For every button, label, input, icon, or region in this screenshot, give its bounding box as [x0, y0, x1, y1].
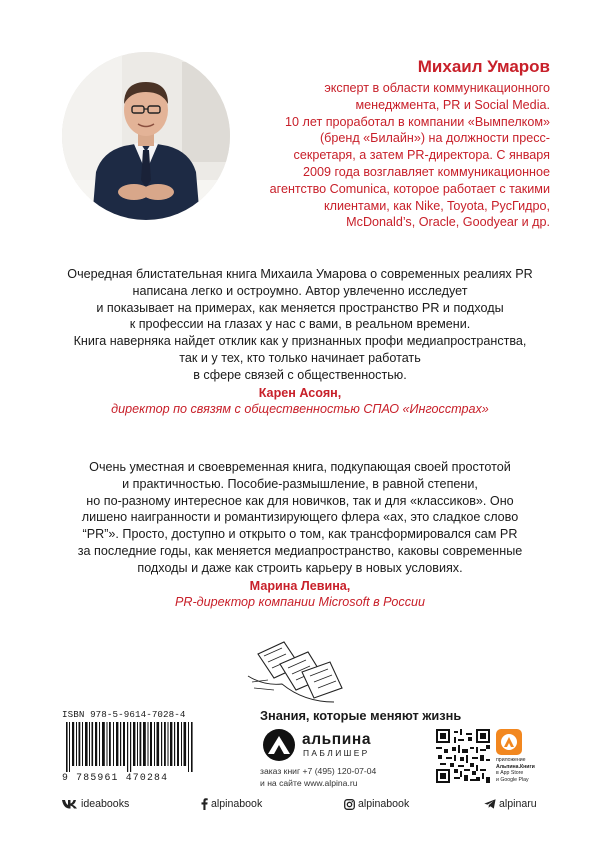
telegram-icon	[484, 799, 496, 809]
app-icon	[496, 729, 522, 755]
qr-code	[436, 729, 490, 783]
author-photo	[62, 52, 230, 220]
social-label: alpinabook	[358, 798, 410, 810]
app-line: и Google Play	[496, 776, 529, 783]
publisher-logo-icon	[262, 728, 296, 762]
social-facebook[interactable]	[201, 798, 262, 810]
reviewer-role: директор по связям с общественностью СПАО «Ингосстрах»	[111, 402, 489, 417]
social-label: alpinaru	[499, 798, 537, 810]
app-info	[496, 757, 546, 783]
review-line: в сфере связей с общественностью.	[193, 367, 407, 382]
author-bio-line: эксперт в области коммуникационного	[324, 81, 550, 95]
slogan: Знания, которые меняют жизнь	[260, 708, 462, 723]
barcode	[62, 722, 202, 772]
isbn-text: ISBN 978-5-9614-7028-4	[62, 709, 186, 720]
social-label: alpinabook	[211, 798, 263, 810]
social-label: ideabooks	[81, 798, 130, 810]
order-phone: заказ книг +7 (495) 120-07-04	[260, 766, 377, 776]
review-line: написана легко и остроумно. Автор увлеченно исследует	[132, 283, 468, 298]
author-bio-line: клиентами, как Nike, Toyota, РусГидро,	[323, 198, 550, 213]
reviewer-name: Карен Асоян,	[258, 385, 342, 400]
instagram-icon	[344, 799, 355, 810]
review-2	[60, 459, 540, 611]
author-name: Михаил Умаров	[417, 57, 550, 76]
social-vk[interactable]	[62, 798, 129, 810]
review-line: и практичностью. Пособие-размышление, в равной степени,	[122, 476, 478, 491]
author-bio-line: секретаря, а затем PR-директора. С января	[293, 148, 550, 163]
review-line: но по-разному интересное как для новичков, так и для «классиков». Оно	[86, 493, 514, 508]
reviewer-name: Марина Левина,	[249, 578, 351, 593]
author-block	[244, 56, 550, 231]
review-line: Книга наверняка найдет отклик как у признанных профи медиапространства,	[73, 334, 527, 349]
author-bio-line: (бренд «Билайн») на должности пресс-	[319, 131, 550, 146]
order-info	[260, 766, 376, 789]
app-line: в App Store	[496, 770, 524, 777]
review-1	[60, 266, 540, 418]
barcode-digits: 9 785961 470284	[62, 772, 169, 783]
review-line: так и у тех, кто только начинает работать	[179, 350, 421, 365]
author-bio-line: McDonald’s, Oracle, Goodyear и др.	[346, 215, 550, 230]
publisher-logo	[262, 728, 402, 762]
review-line: подходы и даже как строить карьеру в новых условиях.	[137, 560, 463, 575]
review-line: лишено наигранности и романтизирующего флера «ах, это сладкое слово	[81, 510, 519, 525]
app-line: Альпина.Книги	[496, 763, 535, 770]
app-line: приложение	[496, 757, 526, 763]
author-bio	[244, 80, 550, 231]
isbn-block	[62, 709, 202, 783]
review-line: и показывает на примерах, как меняется пространство PR и подходы	[96, 300, 504, 315]
social-instagram[interactable]	[344, 798, 409, 810]
review-line: за последние годы, как меняется медиапространство, каковы современные	[77, 543, 523, 558]
author-bio-line: 10 лет проработал в компании «Вымпелком»	[285, 114, 550, 129]
author-bio-line: агентство Comunica, которое работает с такими	[269, 181, 550, 196]
review-line: “PR”». Просто, доступно и открыто о том, как трансформировался сам PR	[82, 527, 518, 542]
reviewer-role: PR-директор компании Microsoft в России	[174, 595, 426, 610]
publisher-sub: ПАБЛИШЕР	[303, 748, 370, 758]
review-line: Очередная блистательная книга Михаила Умарова о современных реалиях PR	[67, 267, 533, 281]
author-bio-line: менеджмента, PR и Social Media.	[355, 97, 550, 112]
publisher-name: альпина	[302, 731, 372, 748]
review-line: к профессии на глазах у нас с вами, в реальном времени.	[129, 317, 471, 332]
order-site: и на сайте www.alpina.ru	[260, 777, 358, 788]
author-bio-line: 2009 года возглавляет коммуникационное	[302, 164, 550, 179]
facebook-icon	[201, 798, 208, 810]
review-line: Очень уместная и своевременная книга, подкупающая своей простотой	[89, 460, 511, 474]
sketch-illustration	[244, 636, 354, 706]
social-telegram[interactable]	[484, 798, 537, 810]
vk-icon	[62, 799, 78, 809]
